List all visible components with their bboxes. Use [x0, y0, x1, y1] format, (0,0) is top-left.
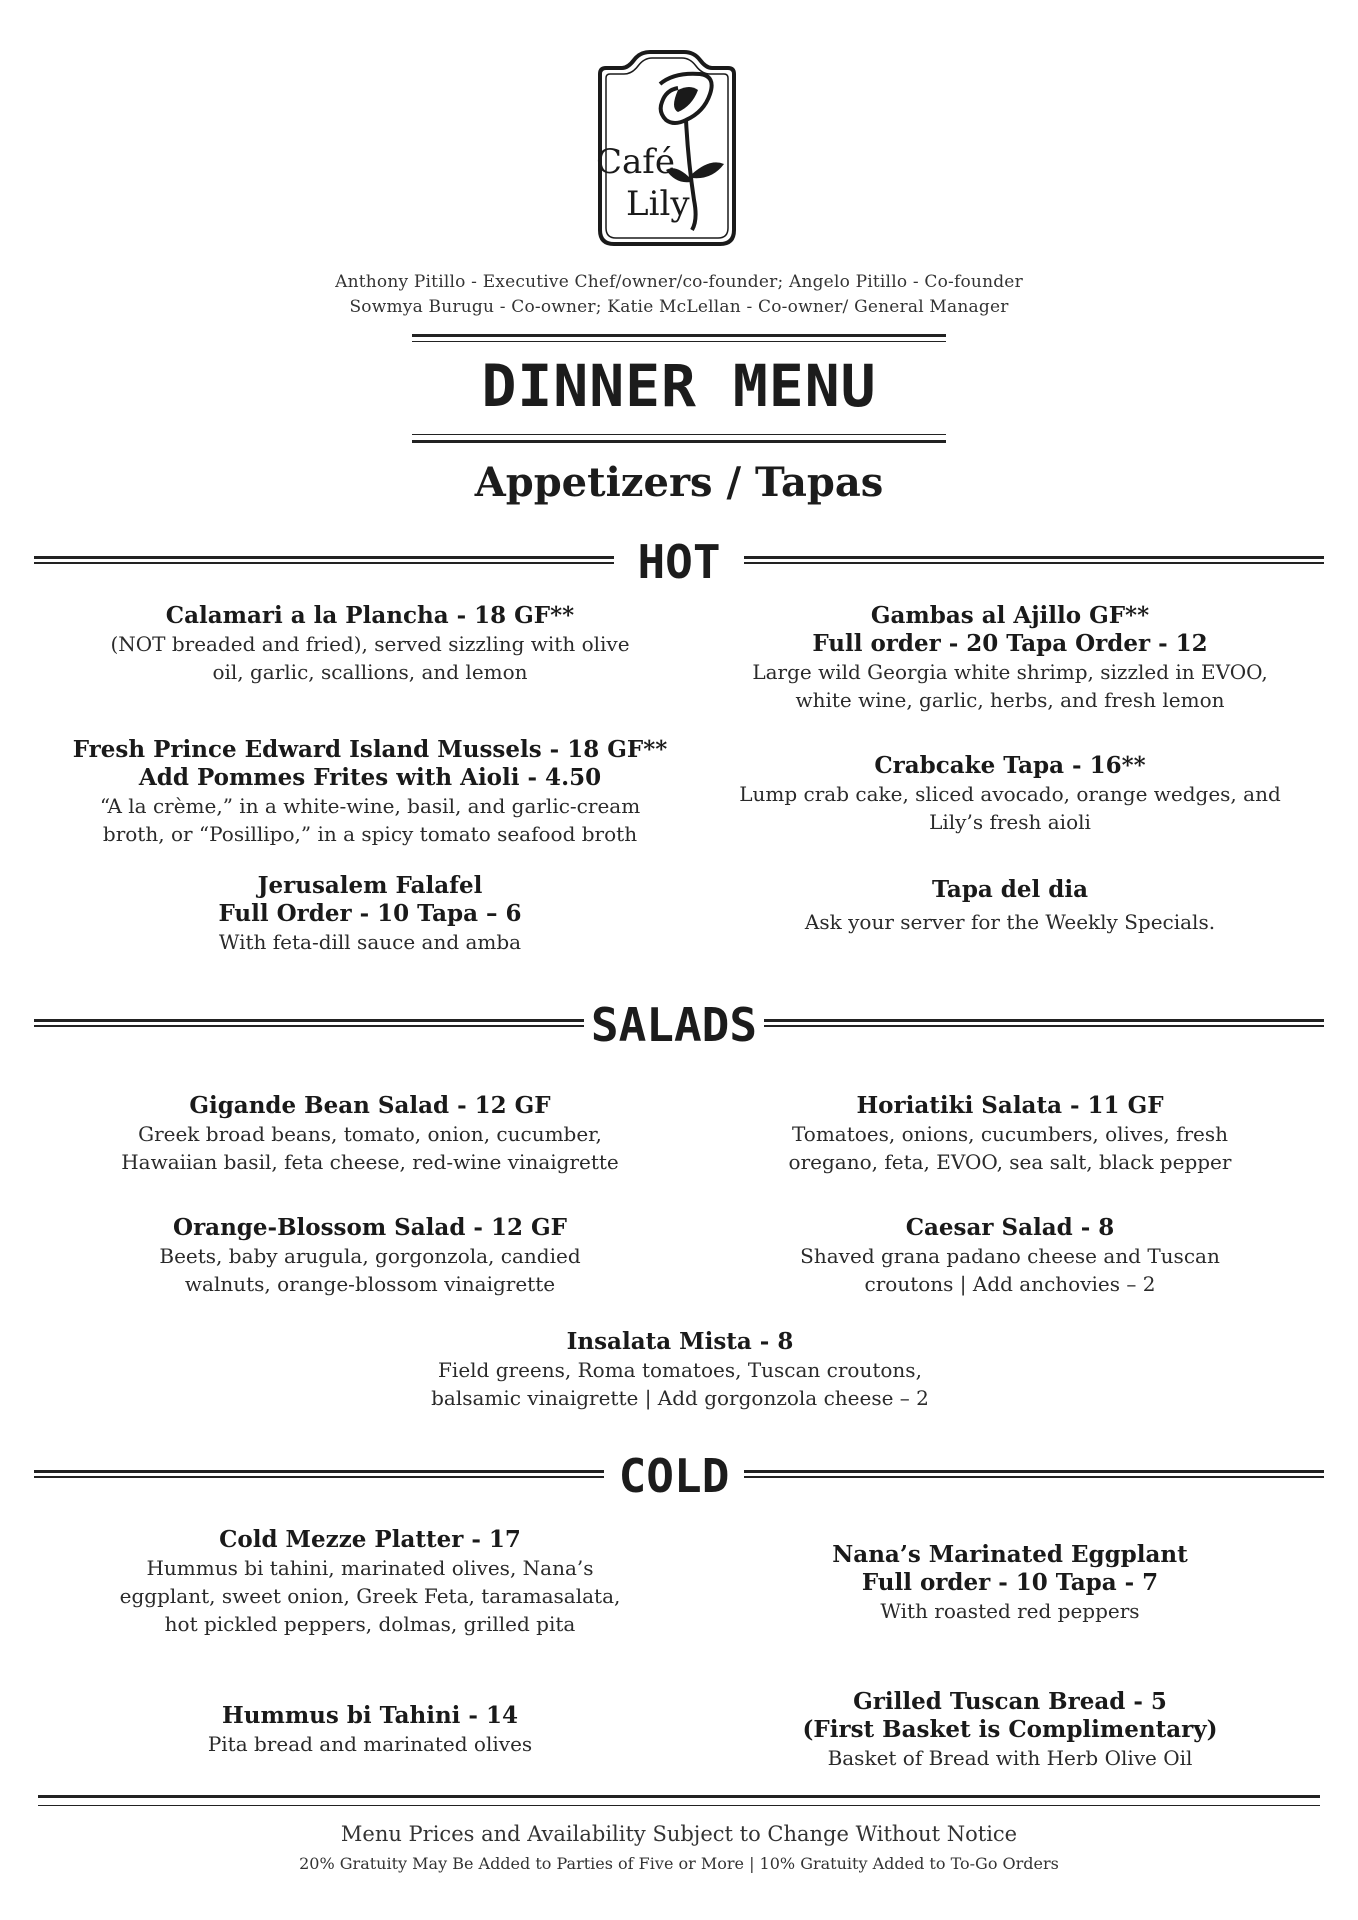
item-name: Gambas al Ajillo GF**: [870, 602, 1150, 629]
menu-item: [40, 1702, 700, 1758]
item-name: Grilled Tuscan Bread - 5: [853, 1688, 1167, 1715]
item-description: Field greens, Roma tomatoes, Tuscan croutons,: [438, 1358, 922, 1382]
section-header-salads: [34, 999, 1324, 1059]
section-label-salads: SALADS: [590, 998, 758, 1052]
item-description: Beets, baby arugula, gorgonzola, candied: [159, 1244, 581, 1268]
menu-item: [680, 1092, 1340, 1176]
item-name: Full Order - 10 Tapa – 6: [218, 900, 522, 927]
item-name: Full order - 20 Tapa Order - 12: [812, 630, 1208, 657]
item-name: Calamari a la Plancha - 18 GF**: [165, 602, 575, 629]
item-name: Gigande Bean Salad - 12 GF: [189, 1092, 551, 1119]
item-name: Caesar Salad - 8: [905, 1214, 1115, 1241]
item-description: white wine, garlic, herbs, and fresh lemon: [795, 688, 1225, 712]
title-rule-bottom-thin: [412, 434, 946, 435]
menu-item: [40, 1526, 700, 1638]
footer-rule-thin: [38, 1805, 1320, 1806]
menu-item: [680, 1214, 1340, 1298]
menu-item: [360, 1328, 1000, 1412]
item-name: Tapa del dia: [932, 876, 1088, 903]
item-description: Pita bread and marinated olives: [207, 1732, 533, 1756]
title-rule-top-thin: [412, 341, 946, 342]
section-label-hot: HOT: [637, 535, 721, 589]
item-description: Lump crab cake, sliced avocado, orange wedges, and: [739, 782, 1281, 806]
section-divider: [744, 556, 1324, 564]
section-divider: [764, 1019, 1324, 1027]
item-description: Ask your server for the Weekly Specials.: [804, 910, 1216, 934]
title-rule-top: [412, 334, 946, 337]
credits-line: Anthony Pitillo - Executive Chef/owner/co-founder; Angelo Pitillo - Co-founder: [335, 272, 1023, 292]
item-name: Full order - 10 Tapa - 7: [861, 1569, 1159, 1596]
cafe-lily-logo: [578, 50, 756, 250]
menu-item: [20, 736, 720, 848]
credits-line: Sowmya Burugu - Co-owner; Katie McLellan - Co-owner/ General Manager: [349, 297, 1009, 317]
item-description: Large wild Georgia white shrimp, sizzled in EVOO,: [752, 660, 1268, 684]
section-divider: [34, 556, 614, 564]
item-description: Tomatoes, onions, cucumbers, olives, fresh: [791, 1122, 1229, 1146]
item-description: hot pickled peppers, dolmas, grilled pita: [164, 1612, 576, 1636]
footer-rule-top: [38, 1795, 1320, 1798]
menu-item: [680, 602, 1340, 714]
title-rule-bottom: [412, 440, 946, 443]
item-description: oil, garlic, scallions, and lemon: [212, 660, 528, 684]
item-description: Greek broad beans, tomato, onion, cucumber,: [138, 1122, 602, 1146]
logo-text-lily: Lily: [626, 184, 690, 224]
item-description: broth, or “Posillipo,” in a spicy tomato seafood broth: [102, 822, 638, 846]
item-name: (First Basket is Complimentary): [802, 1716, 1218, 1743]
item-description: oregano, feta, EVOO, sea salt, black pepper: [788, 1150, 1232, 1174]
item-name: Cold Mezze Platter - 17: [219, 1526, 521, 1553]
item-description: balsamic vinaigrette | Add gorgonzola cheese – 2: [431, 1386, 929, 1410]
item-description: croutons | Add anchovies – 2: [864, 1272, 1156, 1296]
footer-gratuity: 20% Gratuity May Be Added to Parties of Five or More | 10% Gratuity Added to To-Go Orders: [299, 1854, 1059, 1873]
item-name: Orange-Blossom Salad - 12 GF: [173, 1214, 567, 1241]
item-name: Horiatiki Salata - 11 GF: [856, 1092, 1164, 1119]
item-name: Jerusalem Falafel: [257, 872, 483, 899]
page-title: DINNER MENU: [481, 352, 877, 420]
menu-item: [680, 1541, 1340, 1625]
item-description: walnuts, orange-blossom vinaigrette: [184, 1272, 556, 1296]
menu-item: [40, 602, 700, 686]
menu-item: [680, 752, 1340, 836]
section-divider: [34, 1470, 604, 1478]
section-divider: [744, 1470, 1324, 1478]
item-description: Basket of Bread with Herb Olive Oil: [827, 1746, 1193, 1770]
menu-item: [680, 1688, 1340, 1772]
item-name: Add Pommes Frites with Aioli - 4.50: [138, 764, 602, 791]
logo-text-cafe: Café: [596, 142, 675, 182]
item-name: Nana’s Marinated Eggplant: [832, 1541, 1188, 1568]
item-name: Hummus bi Tahini - 14: [222, 1702, 518, 1729]
item-description: With feta-dill sauce and amba: [218, 930, 522, 954]
credits: [0, 270, 1358, 320]
section-divider: [34, 1019, 584, 1027]
menu-item: [40, 872, 700, 956]
section-subtitle: Appetizers / Tapas: [474, 459, 884, 506]
footer-notice: Menu Prices and Availability Subject to Change Without Notice: [340, 1822, 1018, 1846]
menu-item: [680, 876, 1340, 936]
menu-item: [40, 1214, 700, 1298]
menu-item: [40, 1092, 700, 1176]
item-description: “A la crème,” in a white-wine, basil, and garlic-cream: [99, 794, 641, 818]
section-label-cold: COLD: [618, 1449, 730, 1503]
section-header-cold: [34, 1450, 1324, 1510]
item-description: eggplant, sweet onion, Greek Feta, taramasalata,: [119, 1584, 621, 1608]
item-description: With roasted red peppers: [880, 1599, 1140, 1623]
item-description: (NOT breaded and fried), served sizzling with olive: [110, 632, 630, 656]
item-description: Shaved grana padano cheese and Tuscan: [800, 1244, 1220, 1268]
item-name: Crabcake Tapa - 16**: [874, 752, 1146, 779]
item-description: Lily’s fresh aioli: [929, 810, 1091, 834]
item-description: Hawaiian basil, feta cheese, red-wine vinaigrette: [121, 1150, 619, 1174]
item-name: Fresh Prince Edward Island Mussels - 18 GF**: [72, 736, 668, 763]
item-name: Insalata Mista - 8: [566, 1328, 794, 1355]
section-header-hot: [34, 536, 1324, 596]
item-description: Hummus bi tahini, marinated olives, Nana’s: [146, 1556, 594, 1580]
